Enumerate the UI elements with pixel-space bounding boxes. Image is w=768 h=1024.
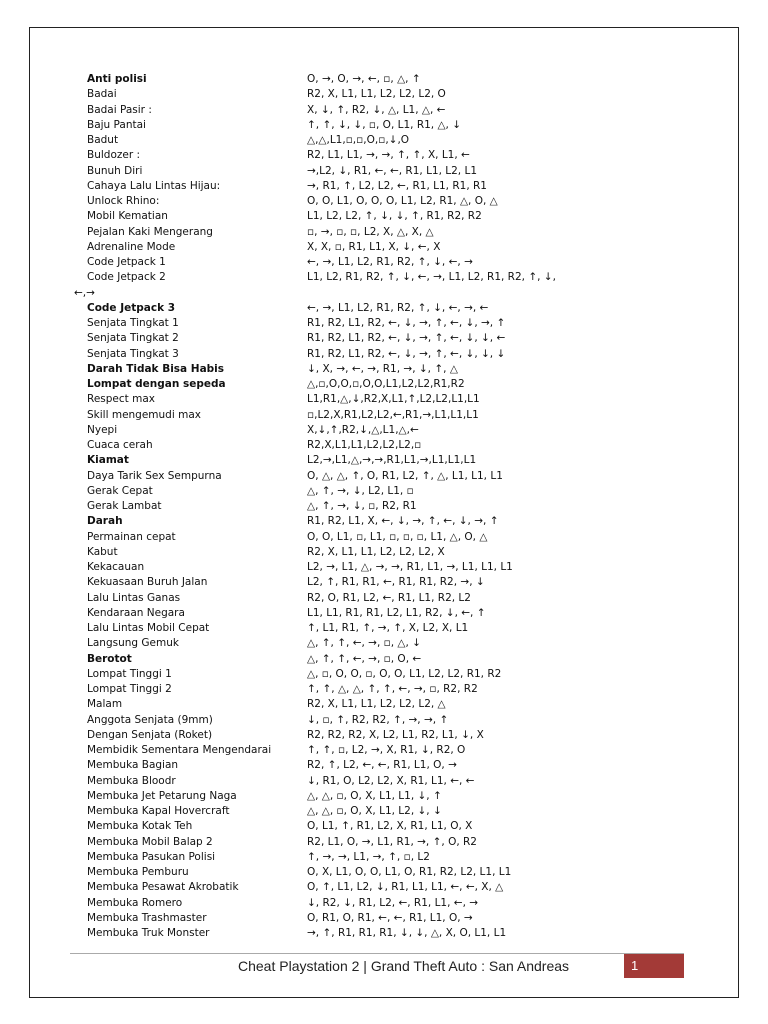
cheat-name: Lompat Tinggi 1 [87,667,172,680]
cheat-code: →, R1, ↑, L2, L2, ←, R1, L1, R1, R1 [307,179,487,192]
cheat-name: Permainan cepat [87,530,176,543]
cheat-row [0,240,768,255]
cheat-row [0,926,768,941]
cheat-row [0,911,768,926]
cheat-name: Membuka Trashmaster [87,911,207,924]
cheat-code: L1,R1,△,↓,R2,X,L1,↑,L2,L2,L1,L1 [307,393,480,406]
cheat-name: Anti polisi [87,73,147,85]
cheat-code: △, ↑, →, ↓, ▫, R2, R1 [307,500,417,512]
cheat-name: Membuka Kotak Teh [87,820,193,833]
footer-title: Cheat Playstation 2 | Grand Theft Auto : San Andreas [238,958,570,974]
cheat-row [0,545,768,560]
cheat-row [0,896,768,911]
cheat-row [0,103,768,118]
cheat-name: Unlock Rhino: [87,195,160,207]
cheat-row [0,880,768,895]
cheat-name: Pejalan Kaki Mengerang [87,225,213,238]
cheat-name: Membuka Truk Monster [87,927,210,939]
cheat-name: Badut [87,134,119,146]
cheat-code: R2, O, R1, L2, ←, R1, L1, R2, L2 [307,591,471,604]
cheat-name: Cuaca cerah [87,439,153,451]
cheat-name: Baju Pantai [87,118,146,131]
cheat-code: L2, ↑, R1, R1, ←, R1, R1, R2, →, ↓ [307,576,485,589]
cheat-row [0,469,768,484]
cheat-name: Langsung Gemuk [87,637,179,650]
cheat-name: Badai [87,88,117,101]
cheat-code: O, →, O, →, ←, ▫, △, ↑ [307,73,421,85]
cheat-code: △, △, ▫, O, X, L1, L1, ↓, ↑ [307,789,442,802]
cheat-name: Kendaraan Negara [87,606,185,619]
cheat-row [0,270,768,285]
cheat-name: Lompat dengan sepeda [87,378,226,390]
cheat-code: ↓, ▫, ↑, R2, R2, ↑, →, →, ↑ [307,713,449,726]
cheat-row [0,789,768,804]
cheat-row [0,362,768,377]
cheat-row [0,774,768,789]
cheat-row [0,713,768,728]
cheat-row [0,560,768,575]
cheat-code: △,▫,O,O,▫,O,O,L1,L2,L2,R1,R2 [307,378,465,390]
cheat-code: L1, L2, R1, R2, ↑, ↓, ←, →, L1, L2, R1, R2, ↑, ↓, [307,271,556,284]
cheat-code: ↓, X, →, ←, →, R1, →, ↓, ↑, △ [307,362,458,375]
cheat-code: ↓, R1, O, L2, L2, X, R1, L1, ←, ← [307,774,475,787]
cheat-row [0,591,768,606]
cheat-code: O, O, L1, O, O, O, L1, L2, R1, △, O, △ [307,195,498,207]
cheat-row [0,118,768,133]
cheat-list [0,72,768,941]
cheat-row [0,72,768,87]
cheat-row [0,575,768,590]
cheat-row [0,453,768,468]
cheat-name: Mobil Kematian [87,210,168,223]
cheat-row [0,850,768,865]
cheat-name: Senjata Tingkat 2 [87,332,179,345]
cheat-name: Lalu Lintas Ganas [87,591,181,604]
cheat-row [0,514,768,529]
cheat-name: Membuka Romero [87,896,183,909]
page-number: 1 [624,954,684,978]
cheat-name: Kekuasaan Buruh Jalan [87,576,208,589]
cheat-row [0,652,768,667]
cheat-code: ▫,L2,X,R1,L2,L2,←,R1,→,L1,L1,L1 [307,408,479,421]
cheat-row [0,301,768,316]
cheat-name: Darah Tidak Bisa Habis [87,362,225,375]
cheat-row [0,606,768,621]
cheat-row [0,804,768,819]
cheat-row [0,377,768,392]
cheat-code-continuation: ←,→ [74,286,95,299]
cheat-code: ↑, →, →, L1, →, ↑, ▫, L2 [307,850,430,863]
cheat-code: R2, L1, O, →, L1, R1, →, ↑, O, R2 [307,835,477,848]
cheat-row [0,133,768,148]
cheat-name: Malam [87,698,123,711]
cheat-row [0,408,768,423]
cheat-code: △, ▫, O, O, ▫, O, O, L1, L2, L2, R1, R2 [307,667,502,680]
cheat-name: Kekacauan [87,561,145,573]
cheat-row [0,392,768,407]
cheat-name: Kiamat [87,454,129,467]
cheat-name: Senjata Tingkat 3 [87,347,179,360]
cheat-code: L2,→,L1,△,→,→,R1,L1,→,L1,L1,L1 [307,454,477,467]
cheat-row [0,209,768,224]
cheat-name: Membuka Bagian [87,759,179,772]
cheat-name: Membuka Kapal Hovercraft [87,805,230,817]
cheat-name: Cahaya Lalu Lintas Hijau: [87,179,221,192]
cheat-code: R2, ↑, L2, ←, ←, R1, L1, O, → [307,759,457,772]
cheat-code: R2,X,L1,L1,L2,L2,L2,▫ [307,439,422,451]
cheat-code: L1, L1, R1, R1, L2, L1, R2, ↓, ←, ↑ [307,606,486,619]
cheat-name: Membuka Pemburu [87,866,189,878]
cheat-row [0,621,768,636]
cheat-code: R1, R2, L1, X, ←, ↓, →, ↑, ←, ↓, →, ↑ [307,515,499,528]
cheat-code: L2, →, L1, △, →, →, R1, L1, →, L1, L1, L1 [307,561,513,573]
cheat-code: O, L1, ↑, R1, L2, X, R1, L1, O, X [307,820,473,833]
cheat-code: △, △, ▫, O, X, L1, L2, ↓, ↓ [307,805,442,817]
cheat-code: △,△,L1,▫,▫,O,▫,↓,O [307,134,410,146]
cheat-code: L1, L2, L2, ↑, ↓, ↓, ↑, R1, R2, R2 [307,210,482,223]
cheat-row [0,225,768,240]
cheat-row [0,865,768,880]
cheat-name: Dengan Senjata (Roket) [87,728,213,741]
cheat-row [0,819,768,834]
cheat-code: △, ↑, →, ↓, L2, L1, ▫ [307,484,414,497]
cheat-code: R1, R2, L1, R2, ←, ↓, →, ↑, ←, ↓, →, ↑ [307,317,506,329]
cheat-name: Membidik Sementara Mengendarai [87,744,272,756]
cheat-name: Gerak Cepat [87,484,153,497]
cheat-row [0,423,768,438]
cheat-name: Respect max [87,393,155,406]
cheat-name: Anggota Senjata (9mm) [87,713,213,726]
cheat-row [0,835,768,850]
cheat-code: ↑, ↑, △, △, ↑, ↑, ←, →, ▫, R2, R2 [307,683,478,695]
cheat-name: Darah [87,515,123,528]
cheat-row [0,636,768,651]
cheat-code: R1, R2, L1, R2, ←, ↓, →, ↑, ←, ↓, ↓, ↓ [307,347,506,360]
cheat-code: R2, R2, R2, X, L2, L1, R2, L1, ↓, X [307,728,484,741]
cheat-name: Lalu Lintas Mobil Cepat [87,622,210,634]
cheat-row [0,499,768,514]
cheat-name: Membuka Jet Petarung Naga [87,789,237,802]
cheat-name: Gerak Lambat [87,500,162,512]
cheat-code: △, ↑, ↑, ←, →, ▫, O, ← [307,652,422,665]
cheat-code: ↑, ↑, ↓, ↓, ▫, O, L1, R1, △, ↓ [307,118,462,131]
cheat-name: Kabut [87,545,118,558]
cheat-code: O, ↑, L1, L2, ↓, R1, L1, L1, ←, ←, X, △ [307,881,504,894]
cheat-code: ←, →, L1, L2, R1, R2, ↑, ↓, ←, → [307,256,473,268]
cheat-row [0,316,768,331]
cheat-code: →, ↑, R1, R1, R1, ↓, ↓, △, X, O, L1, L1 [307,927,507,939]
cheat-row [0,179,768,194]
cheat-name: Membuka Pesawat Akrobatik [87,881,239,894]
cheat-name: Daya Tarik Sex Sempurna [87,469,222,482]
cheat-row [0,347,768,362]
cheat-code: X, X, ▫, R1, L1, X, ↓, ←, X [307,240,441,253]
cheat-code: →,L2, ↓, R1, ←, ←, R1, L1, L2, L1 [307,164,478,177]
cheat-name: Membuka Mobil Balap 2 [87,835,213,848]
footer-divider [70,953,684,954]
cheat-code: R2, X, L1, L1, L2, L2, L2, O [307,88,446,101]
cheat-row [0,484,768,499]
cheat-code: R2, L1, L1, →, →, ↑, ↑, X, L1, ← [307,149,470,162]
cheat-row [0,148,768,163]
cheat-code: O, R1, O, R1, ←, ←, R1, L1, O, → [307,911,473,924]
cheat-row [0,194,768,209]
cheat-code: R2, X, L1, L1, L2, L2, L2, X [307,545,445,558]
cheat-row [0,255,768,270]
cheat-code: △, ↑, ↑, ←, →, ▫, △, ↓ [307,637,421,650]
cheat-code: ↑, ↑, ▫, L2, →, X, R1, ↓, R2, O [307,744,466,756]
cheat-row [0,728,768,743]
cheat-code: ←, →, L1, L2, R1, R2, ↑, ↓, ←, →, ← [307,301,489,314]
cheat-name: Bunuh Diri [87,164,143,177]
cheat-row [0,743,768,758]
cheat-code: R1, R2, L1, R2, ←, ↓, →, ↑, ←, ↓, ↓, ← [307,332,506,345]
cheat-name: Membuka Pasukan Polisi [87,850,216,863]
cheat-row [0,530,768,545]
cheat-code: ▫, →, ▫, ▫, L2, X, △, X, △ [307,225,434,238]
cheat-row [0,87,768,102]
cheat-code: O, X, L1, O, O, L1, O, R1, R2, L2, L1, L1 [307,866,512,878]
cheat-code: ↓, R2, ↓, R1, L2, ←, R1, L1, ←, → [307,896,479,909]
cheat-row [0,697,768,712]
cheat-name: Badai Pasir : [87,103,152,116]
cheat-row [0,438,768,453]
cheat-name: Adrenaline Mode [87,240,176,253]
cheat-code: R2, X, L1, L1, L2, L2, L2, △ [307,698,446,711]
cheat-name: Lompat Tinggi 2 [87,683,172,695]
cheat-row [0,682,768,697]
cheat-name: Code Jetpack 3 [87,301,176,314]
cheat-name: Code Jetpack 1 [87,256,166,268]
cheat-row-continuation [0,286,768,301]
cheat-name: Nyepi [87,423,118,436]
cheat-row [0,331,768,346]
cheat-code: O, O, L1, ▫, L1, ▫, ▫, ▫, L1, △, O, △ [307,530,488,543]
cheat-name: Skill mengemudi max [87,408,201,421]
cheat-name: Membuka Bloodr [87,774,176,787]
cheat-code: O, △, △, ↑, O, R1, L2, ↑, △, L1, L1, L1 [307,469,503,482]
cheat-name: Buldozer : [87,149,141,162]
cheat-row [0,758,768,773]
cheat-code: X, ↓, ↑, R2, ↓, △, L1, △, ← [307,103,446,116]
cheat-name: Code Jetpack 2 [87,271,166,284]
cheat-name: Senjata Tingkat 1 [87,317,179,329]
cheat-row [0,164,768,179]
cheat-code: X,↓,↑,R2,↓,△,L1,△,← [307,423,419,436]
cheat-code: ↑, L1, R1, ↑, →, ↑, X, L2, X, L1 [307,622,469,634]
cheat-name: Berotot [87,652,132,665]
cheat-row [0,667,768,682]
